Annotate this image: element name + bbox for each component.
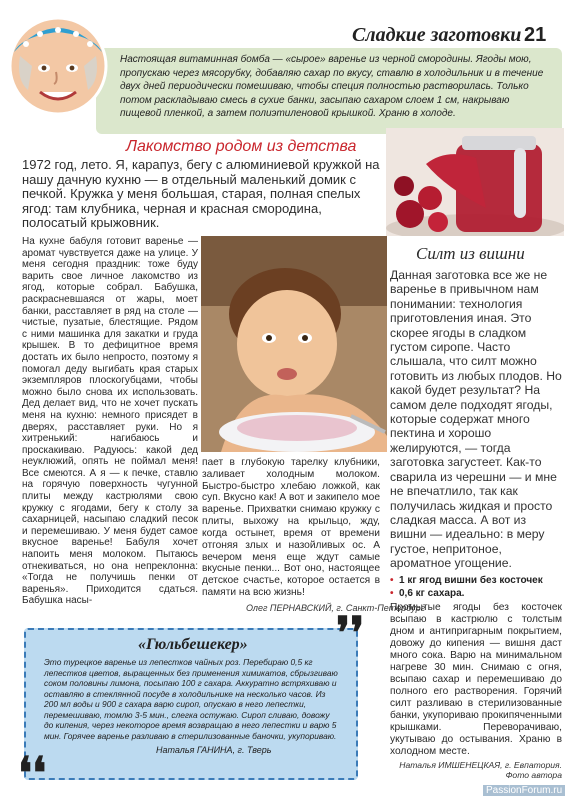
ingredients-list <box>390 575 562 600</box>
article2-method-wrap <box>390 602 562 780</box>
article2-body: Данная заготовка все же не варенье в привычном нам понимании: технология приготовления иная. Это скорее ягоды в сладком густом сиропе. Часто слышала, что силт можно готовить из любых плодов. Но какой будет результат? На самом деле подходят ягоды, которые содержат много пектина и хорошо желируются, — тогда заготовка загустеет. Как-то сварила из черешни — и мне не впечатлило, так как получилась жидкая и просто сладкая масса. А вот из вишни — идеально: в меру густое, непритоное, ароматное угощение. <box>390 268 562 571</box>
article1-title: Лакомство родом из детства <box>126 138 357 155</box>
cherry-jam-photo <box>386 128 564 236</box>
ingredient-item: • 0,6 кг сахара. <box>390 588 562 601</box>
box-text: Это турецкое варенье из лепестков чайных роз. Перебираю 0,5 кг лепестков цветов, выращенных без применения химикатов, сбрызгиваю соком половины лимона, посыпаю 100 г сахара. Аккуратно встряхиваю и оставляю в стеклянной посуде в холодильнике на несколько часов. Из 200 мл воды и 900 г сахара варю сироп, опускаю в него лепестки, перемешиваю, томлю 3-5 мин., слегка остужаю. Сироп сливаю, довожу до кипения, через некоторое время возвращаю в него лепестки и варю 5 мин. Горячее варенье разливаю в стерилизованные баночки, укупориваю. <box>44 657 338 742</box>
article1-col2-text: пает в глубокую тарелку клубники, заливает холодным молоком. Быстро-быстро хлебаю ложкой, как суп. Вкусно как! А вот и закипело мое варенье. Прихватки снимаю кружку с плиты, выхожу на крыльцо, жду, когда остынет, время от времени отгоняя злых и назойливых ос. А вечером меня еще ждут самые вкусные пенки... Вот оно, настоящее детское счастье, которое остается в памяти на всю жизнь! <box>202 457 380 599</box>
article1-col2 <box>202 457 380 599</box>
quote-open-icon: ❜❜ <box>336 609 365 658</box>
article1-col1-text: На кухне бабуля готовит варенье — аромат чувствуется даже на улице. У меня сегодня праздник: тоже буду варить свое личное лакомство из ягод, которые собрал. Бабушка, раскрасневшаяся от жары, моет банки, расставляет в ряд на столе — чистые, пузатые, блестящие. Рядом с ними машинка для закатки и груда крышек. В то дефицитное время достать их было непросто, поэтому я помогал деду выгибать края старых экземпляров плоскогубцами, чтобы можно было снова их использовать. Дед делает вид, что не хочет пускать меня на кухню: немного присядет в дверях, расставляет руки. Но я хитренький: нагибаюсь и проскакиваю. Радуюсь: какой дед неуклюжий, опять не поймал меня! Все смеются. А я — к печке, ставлю на горячую поверхность чугунной плиты между кастрюлями свою кружку с ягодами, бегу к столу за сахарницей, насыпаю сладкий песок и перемешиваю. У меня будет самое вкусное варенье! Бабуля хочет напоить меня молоком. Пытаюсь отнекиваться, но она непреклонна: «Тогда не получишь пенки от варенья». Приходится сдаться. Бабушка насы- <box>22 236 198 607</box>
article2-recipe-content <box>390 575 562 602</box>
article2-method-text: Промытые ягоды без косточек всыпаю в кастрюлю с толстым дном и антипригарным покрытием, довожу до кипения — вишня даст много сока. Варю на минимальном нагреве 30 мин. Снимаю с огня, всыпаю сахар и перемешиваю до полного его растворения. Горячий силт разливаю в стерилизованные банки, укупориваю прокипяченными крышками. Переворачиваю, укутываю до остывания. Храню в холодном месте. <box>390 602 562 758</box>
article2-signature: Наталья ИМШЕНЕЦКАЯ, г. Евпатория. <box>399 760 562 771</box>
watermark: PassionForum.ru <box>483 785 565 796</box>
box-signature: Наталья ГАНИНА, г. Тверь <box>156 745 272 755</box>
article1-col1 <box>22 236 198 607</box>
page-number: 21 <box>524 24 547 46</box>
article2-title: Силт из вишни <box>416 244 525 263</box>
photo-credit: Фото автора <box>505 770 562 781</box>
boy-eating-photo <box>201 236 387 452</box>
intro-text: Настоящая витаминная бомба — «сырое» варенье из черной смородины. Ягоды мою, пропускаю через мясорубку, добавляю сахар по вкусу, ставлю в холодильник и в течение двух дней периодически помешиваю, чтобы специя полностью растворилась. Только потом раскладываю смесь в сухие банки, засыпаю сахаром слоем 1 см, накрываю пищевой пленкой, а затем полиэтиленовой крышкой. Храню в холоде. <box>120 54 544 120</box>
article1-lead: 1972 год, лето. Я, карапуз, бегу с алюминиевой кружкой на нашу дачную кухню — в отдельный маленький домик с печкой. Кружка у меня большая, старая, полная спелых ягод: там клубника, черная и красная смородина, полосатый крыжовник. <box>22 157 380 231</box>
section-title: Сладкие заготовки <box>352 24 522 46</box>
ingredient-item: • 1 кг ягод вишни без косточек <box>390 575 562 588</box>
quote-close-icon: ❛❛ <box>18 749 47 798</box>
article1-signature: Олег ПЕРНАВСКИЙ, г. Санкт-Петербург <box>246 603 426 613</box>
box-title: «Гюльбешекер» <box>138 636 248 653</box>
grandmother-avatar <box>6 10 110 118</box>
